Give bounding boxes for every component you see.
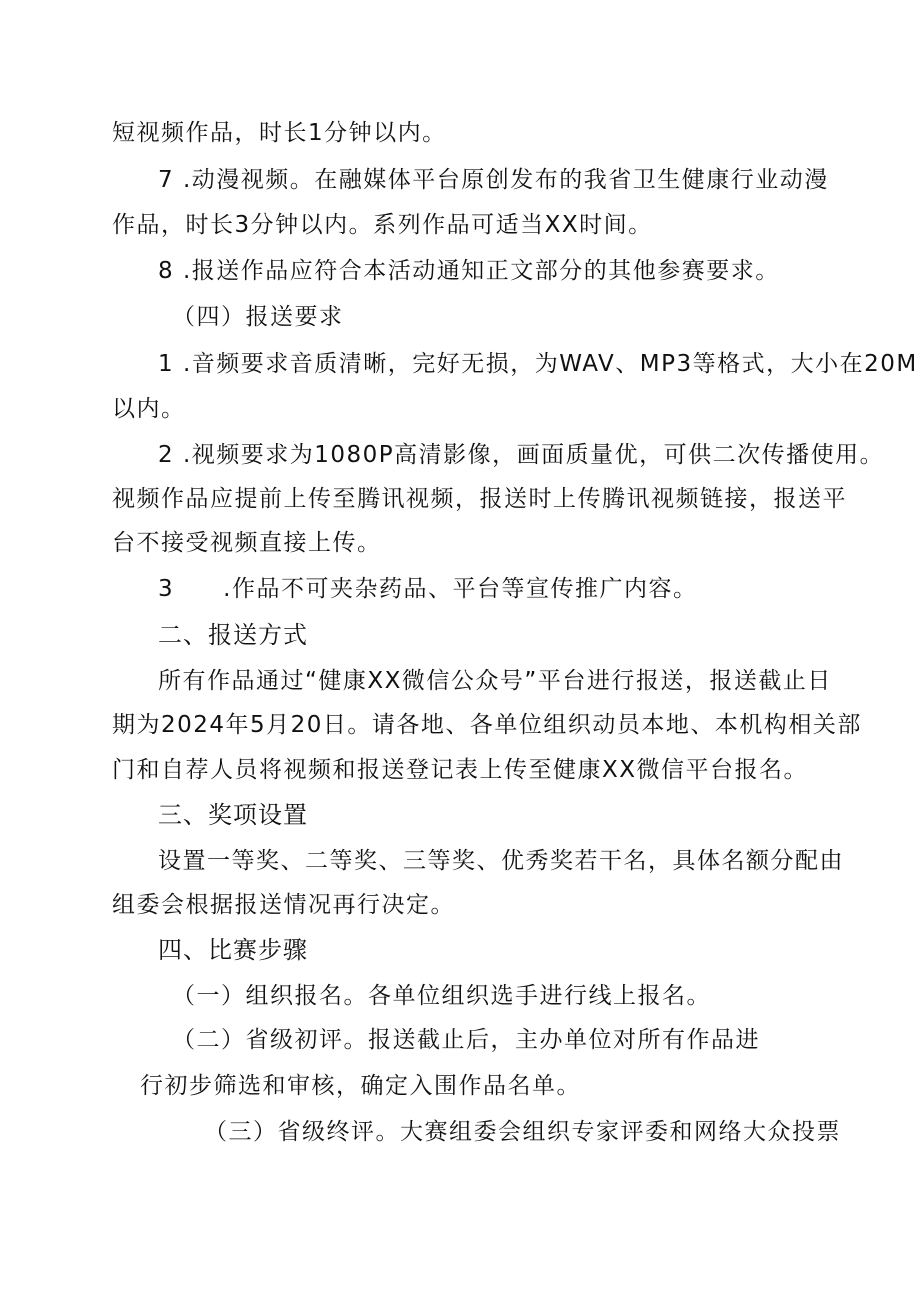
- list-item-2: 2 .视频要求为1080P高清影像，画面质量优，可供二次传播使用。: [158, 442, 885, 468]
- list-item-7: 7 .动漫视频。在融媒体平台原创发布的我省卫生健康行业动漫: [158, 167, 829, 193]
- body-text-line: 短视频作品，时长1分钟以内。: [112, 120, 447, 146]
- list-item-8: 8 .报送作品应符合本活动通知正文部分的其他参赛要求。: [158, 258, 780, 284]
- list-item-1: 1 .音频要求音质清晰，完好无损，为WAV、MP3等格式，大小在20M: [158, 351, 918, 377]
- section-heading: 四、比赛步骤: [158, 936, 308, 964]
- step-item: （一）组织报名。各单位组织选手进行线上报名。: [172, 983, 711, 1009]
- body-text-line: 所有作品通过“健康XX微信公众号”平台进行报送，报送截止日: [158, 668, 832, 694]
- body-text-line: 期为2024年5月20日。请各地、各单位组织动员本地、本机构相关部: [112, 712, 862, 738]
- body-text-line: 设置一等奖、二等奖、三等奖、优秀奖若干名，具体名额分配由: [158, 848, 844, 874]
- body-text-line: 行初步筛选和审核，确定入围作品名单。: [140, 1073, 581, 1099]
- body-text-line: 台不接受视频直接上传。: [112, 530, 382, 556]
- section-heading: 三、奖项设置: [158, 801, 308, 829]
- body-text-line: 视频作品应提前上传至腾讯视频，报送时上传腾讯视频链接，报送平: [112, 486, 847, 512]
- section-heading: 二、报送方式: [158, 621, 308, 649]
- body-text-line: 门和自荐人员将视频和报送登记表上传至健康XX微信平台报名。: [112, 757, 809, 783]
- body-text-line: 以内。: [112, 396, 186, 422]
- step-item: （二）省级初评。报送截止后，主办单位对所有作品进: [172, 1027, 760, 1053]
- step-item: （三）省级终评。大赛组委会组织专家评委和网络大众投票: [204, 1119, 841, 1145]
- list-item-3: 3 .作品不可夹杂药品、平台等宣传推广内容。: [158, 576, 698, 602]
- subsection-heading: （四）报送要求: [172, 304, 344, 330]
- body-text-line: 组委会根据报送情况再行决定。: [112, 892, 455, 918]
- body-text-line: 作品，时长3分钟以内。系列作品可适当XX时间。: [112, 212, 653, 238]
